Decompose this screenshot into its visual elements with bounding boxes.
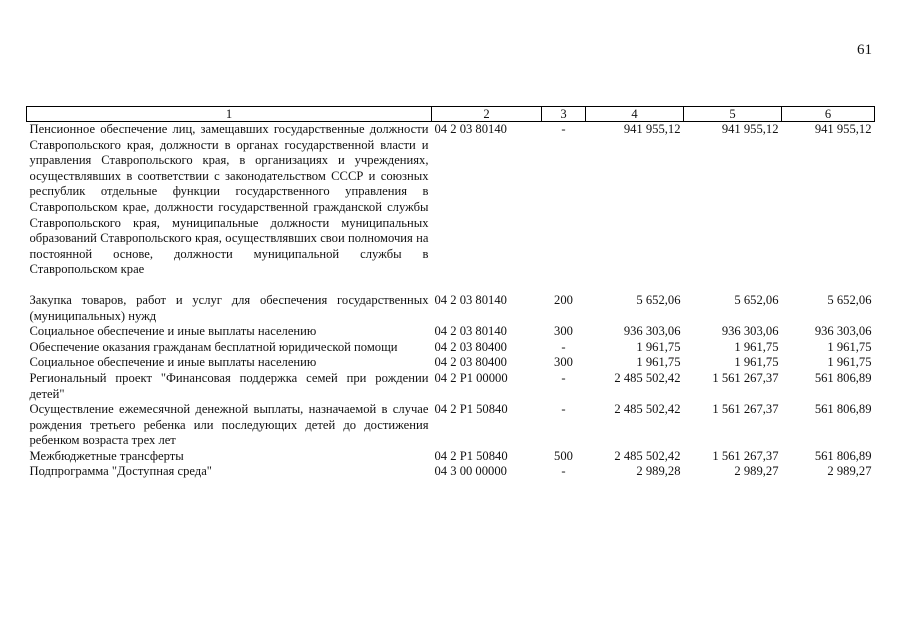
row-value-6: 1 961,75	[827, 339, 872, 354]
row-value-5: 1 561 267,37	[712, 402, 779, 417]
header-col-6: 6	[782, 107, 875, 122]
row-type: -	[561, 339, 566, 354]
row-name: Подпрограмма "Доступная среда"	[29, 464, 212, 479]
table-row	[27, 324, 875, 340]
row-value-4: 936 303,06	[623, 324, 681, 339]
row-type: -	[561, 370, 566, 385]
row-value-4: 2 485 502,42	[614, 448, 681, 463]
row-value-6: 561 806,89	[814, 448, 872, 463]
row-value-5: 5 652,06	[734, 292, 779, 307]
row-value-6: 561 806,89	[814, 370, 872, 385]
row-name: Региональный проект "Финансовая поддержка семей при рождении детей"	[29, 370, 429, 401]
row-value-6: 941 955,12	[814, 122, 872, 136]
table-row	[27, 371, 875, 402]
table-row	[27, 402, 875, 449]
row-type: 200	[554, 292, 573, 307]
table-row	[27, 449, 875, 465]
row-value-4: 2 485 502,42	[614, 402, 681, 417]
row-code: 04 2 03 80400	[434, 355, 507, 370]
table-row	[27, 122, 875, 278]
row-value-5: 2 989,27	[734, 464, 779, 479]
table-row	[27, 464, 875, 480]
row-name: Пенсионное обеспечение лиц, замещавших государственные должности Ставропольского края, должности в органах государственной власти и управления Ставропольского края, в организациях и учреждениях, осуществлявших в соответствии с законодательством СССР и союзных республик отдельные функции государственного управления в Ставропольском крае, должности государственной гражданской службы Ставропольского края, муниципальные должности муниципальных образований Ставропольского края, осуществлявших свои полномочия на постоянной основе, должности муниципальной службы в Ставропольском крае	[29, 122, 429, 277]
row-value-5: 936 303,06	[721, 324, 779, 339]
row-type: -	[561, 122, 566, 136]
row-code: 04 2 P1 00000	[434, 370, 508, 385]
row-value-4: 2 989,28	[636, 464, 681, 479]
row-name: Закупка товаров, работ и услуг для обеспечения государственных (муниципальных) нужд	[29, 292, 429, 323]
header-col-4: 4	[586, 107, 684, 122]
table-row	[27, 293, 875, 324]
row-value-6: 936 303,06	[814, 324, 872, 339]
row-value-4: 941 955,12	[623, 122, 681, 136]
row-value-5: 1 961,75	[734, 339, 779, 354]
row-code: 04 2 03 80140	[434, 292, 507, 307]
header-col-1: 1	[27, 107, 432, 122]
row-value-5: 1 561 267,37	[712, 448, 779, 463]
row-name: Социальное обеспечение и иные выплаты населению	[29, 324, 317, 339]
row-code: 04 2 P1 50840	[434, 448, 508, 463]
row-name: Социальное обеспечение и иные выплаты населению	[29, 355, 317, 370]
table-row	[27, 355, 875, 371]
row-value-4: 5 652,06	[636, 292, 681, 307]
row-code: 04 3 00 00000	[434, 464, 507, 479]
row-value-6: 2 989,27	[827, 464, 872, 479]
row-name: Обеспечение оказания гражданам бесплатной юридической помощи	[29, 339, 398, 354]
row-name: Осуществление ежемесячной денежной выплаты, назначаемой в случае рождения третьего ребенка или последующих детей до достижения ребенком возраста трех лет	[29, 402, 429, 448]
row-value-6: 5 652,06	[827, 292, 872, 307]
page-number: 61	[857, 42, 872, 58]
row-code: 04 2 03 80140	[434, 324, 507, 339]
row-value-5: 941 955,12	[721, 122, 779, 136]
header-col-3: 3	[542, 107, 586, 122]
row-type: 300	[554, 324, 573, 339]
row-value-6: 561 806,89	[814, 402, 872, 417]
row-code: 04 2 03 80140	[434, 122, 507, 136]
row-code: 04 2 P1 50840	[434, 402, 508, 417]
row-type: 500	[554, 448, 573, 463]
row-value-5: 1 561 267,37	[712, 370, 779, 385]
row-value-6: 1 961,75	[827, 355, 872, 370]
row-spacer	[27, 278, 875, 293]
row-type: -	[561, 464, 566, 479]
row-code: 04 2 03 80400	[434, 339, 507, 354]
table-row	[27, 340, 875, 356]
row-value-4: 1 961,75	[636, 339, 681, 354]
budget-table	[26, 106, 875, 480]
row-value-4: 2 485 502,42	[614, 370, 681, 385]
row-type: 300	[554, 355, 573, 370]
column-number-header	[27, 107, 875, 122]
header-col-5: 5	[684, 107, 782, 122]
header-col-2: 2	[432, 107, 542, 122]
row-name: Межбюджетные трансферты	[29, 448, 184, 463]
row-type: -	[561, 402, 566, 417]
row-value-4: 1 961,75	[636, 355, 681, 370]
row-value-5: 1 961,75	[734, 355, 779, 370]
